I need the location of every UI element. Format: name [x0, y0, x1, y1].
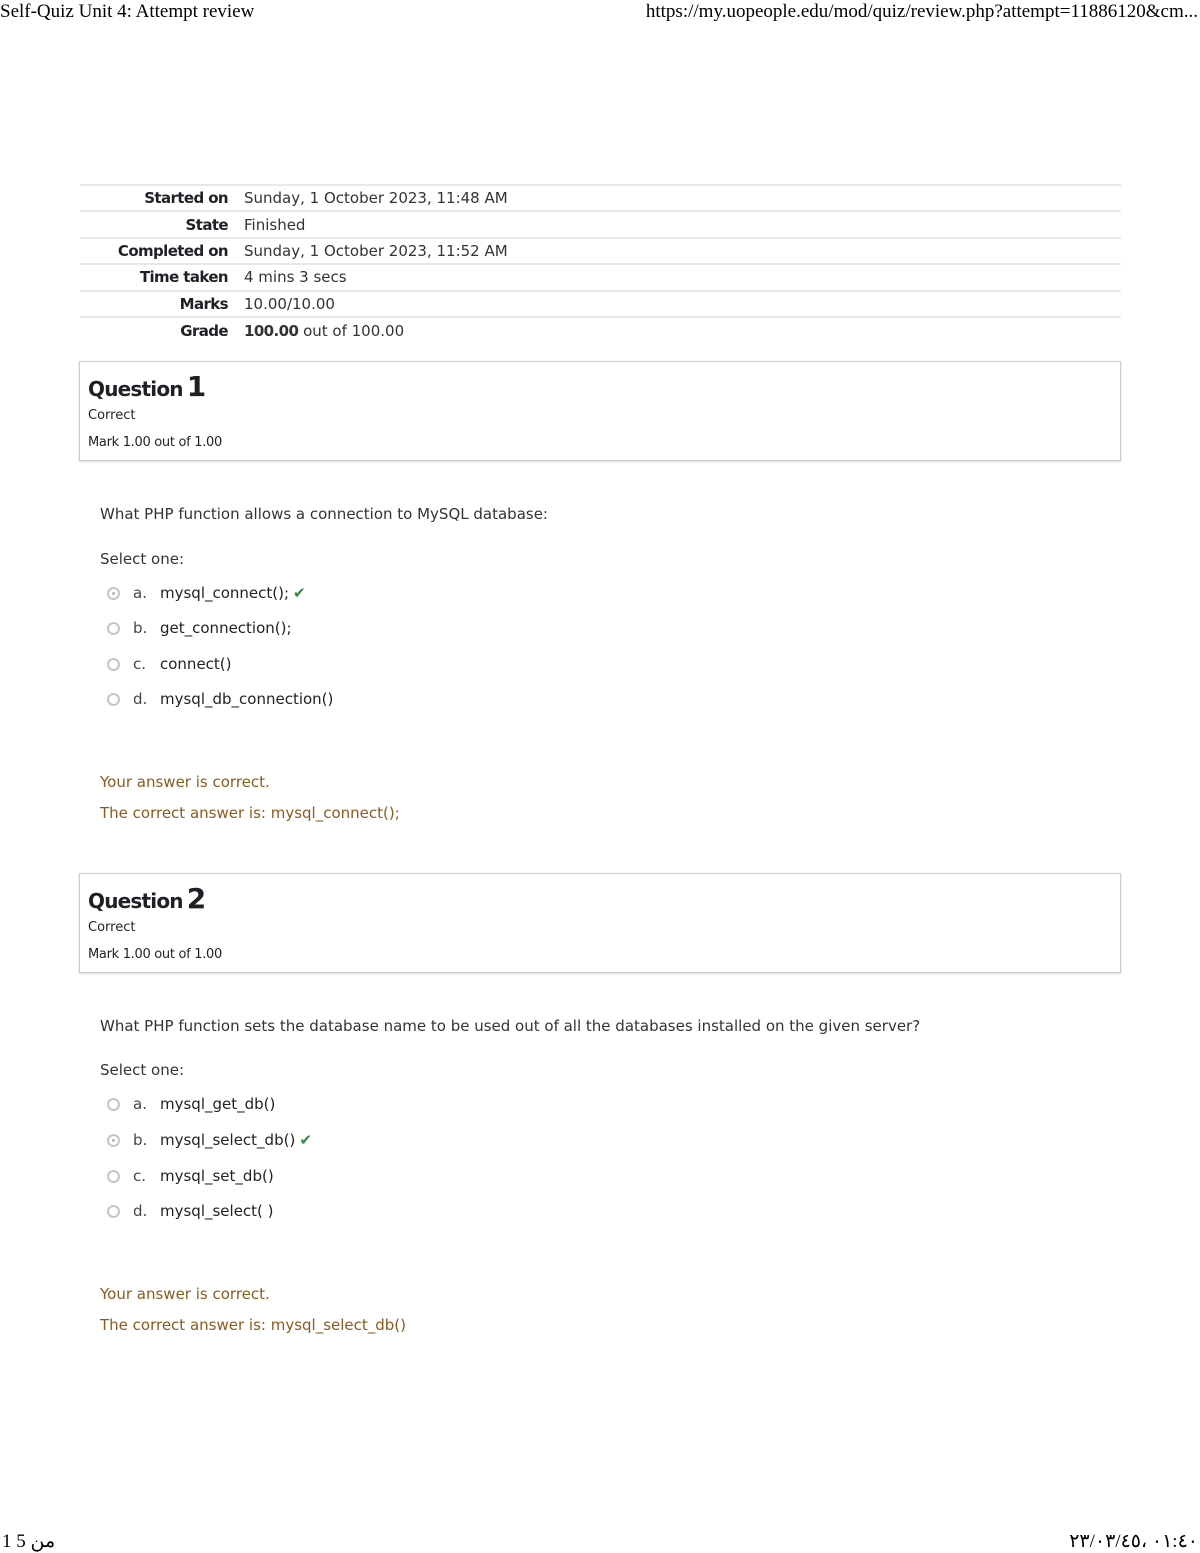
- print-header: [0, 0, 1200, 28]
- print-page-title: Self-Quiz Unit 4: Attempt review: [0, 1, 255, 22]
- summary-value: [244, 317, 1121, 343]
- summary-value: Sunday, 1 October 2023, 11:52 AM: [244, 238, 1121, 264]
- question-number: [88, 882, 205, 915]
- radio-icon[interactable]: [107, 693, 120, 706]
- option-letter: d.: [133, 1202, 148, 1220]
- option-text: mysql_db_connection(): [160, 690, 334, 708]
- option-text: mysql_set_db(): [160, 1167, 274, 1185]
- option-text: connect(): [160, 655, 232, 673]
- option-letter: c.: [133, 1167, 147, 1185]
- question-info-box: [79, 361, 1121, 461]
- option-letter: b.: [133, 1131, 148, 1149]
- summary-row-grade: [80, 317, 1121, 343]
- print-page-number: 1 من 5: [2, 1531, 56, 1552]
- question-mark: Mark 1.00 out of 1.00: [88, 947, 222, 962]
- option-text: mysql_get_db(): [160, 1095, 276, 1113]
- question-mark: Mark 1.00 out of 1.00: [88, 435, 222, 450]
- question-text: What PHP function allows a connection to MySQL database:: [100, 505, 548, 523]
- radio-icon[interactable]: [107, 622, 120, 635]
- summary-row-started: [80, 185, 1121, 211]
- question-info-box: [79, 873, 1121, 973]
- print-footer: [0, 1528, 1200, 1552]
- summary-label: Time taken: [80, 264, 244, 290]
- summary-row-marks: [80, 291, 1121, 317]
- summary-label: Completed on: [80, 238, 244, 264]
- radio-icon[interactable]: [107, 1098, 120, 1111]
- radio-icon[interactable]: [107, 1205, 120, 1218]
- summary-value: Finished: [244, 211, 1121, 237]
- question-state: Correct: [88, 920, 136, 935]
- radio-icon[interactable]: [107, 658, 120, 671]
- option-letter: c.: [133, 655, 147, 673]
- check-icon: ✔: [293, 584, 306, 602]
- summary-row-state: [80, 211, 1121, 237]
- summary-label: Grade: [80, 317, 244, 343]
- option-text: mysql_select( ): [160, 1202, 274, 1220]
- question-label: Question: [88, 889, 183, 913]
- print-page-url: https://my.uopeople.edu/mod/quiz/review.php?attempt=11886120&cm...: [645, 1, 1198, 22]
- summary-label: State: [80, 211, 244, 237]
- answer-feedback: Your answer is correct.: [100, 773, 270, 791]
- check-icon: ✔: [299, 1131, 312, 1149]
- summary-label: Started on: [80, 185, 244, 211]
- summary-row-time-taken: [80, 264, 1121, 290]
- attempt-summary-table: [80, 184, 1121, 343]
- question-number-value: 2: [186, 882, 206, 915]
- question-label: Question: [88, 377, 183, 401]
- select-one-prompt: Select one:: [100, 1061, 185, 1079]
- grade-suffix: out of 100.00: [303, 321, 405, 340]
- answer-feedback: Your answer is correct.: [100, 1285, 270, 1303]
- summary-row-completed: [80, 238, 1121, 264]
- option-letter: a.: [133, 584, 147, 602]
- option-text: mysql_select_db(): [160, 1131, 296, 1149]
- right-answer: The correct answer is: mysql_connect();: [100, 804, 400, 822]
- option-letter: d.: [133, 690, 148, 708]
- radio-icon[interactable]: [107, 1170, 120, 1183]
- question-number-value: 1: [186, 370, 206, 403]
- summary-value: 10.00/10.00: [244, 291, 1121, 317]
- radio-icon[interactable]: [107, 587, 120, 600]
- option-text: mysql_connect();: [160, 584, 290, 602]
- summary-value: 4 mins 3 secs: [244, 264, 1121, 290]
- right-answer: The correct answer is: mysql_select_db(): [100, 1316, 407, 1334]
- radio-icon[interactable]: [107, 1134, 120, 1147]
- summary-value: Sunday, 1 October 2023, 11:48 AM: [244, 185, 1121, 211]
- summary-label: Marks: [80, 291, 244, 317]
- option-letter: b.: [133, 619, 148, 637]
- grade-score: 100.00: [244, 321, 299, 340]
- select-one-prompt: Select one:: [100, 550, 185, 568]
- question-text: What PHP function sets the database name to be used out of all the databases installed on the given server?: [100, 1017, 921, 1035]
- option-text: get_connection();: [160, 619, 292, 637]
- question-state: Correct: [88, 408, 136, 423]
- question-number: [88, 370, 205, 403]
- print-date: ٠١:٤٠ ،٢٣/٠٣/٤٥: [1069, 1531, 1198, 1552]
- option-letter: a.: [133, 1095, 147, 1113]
